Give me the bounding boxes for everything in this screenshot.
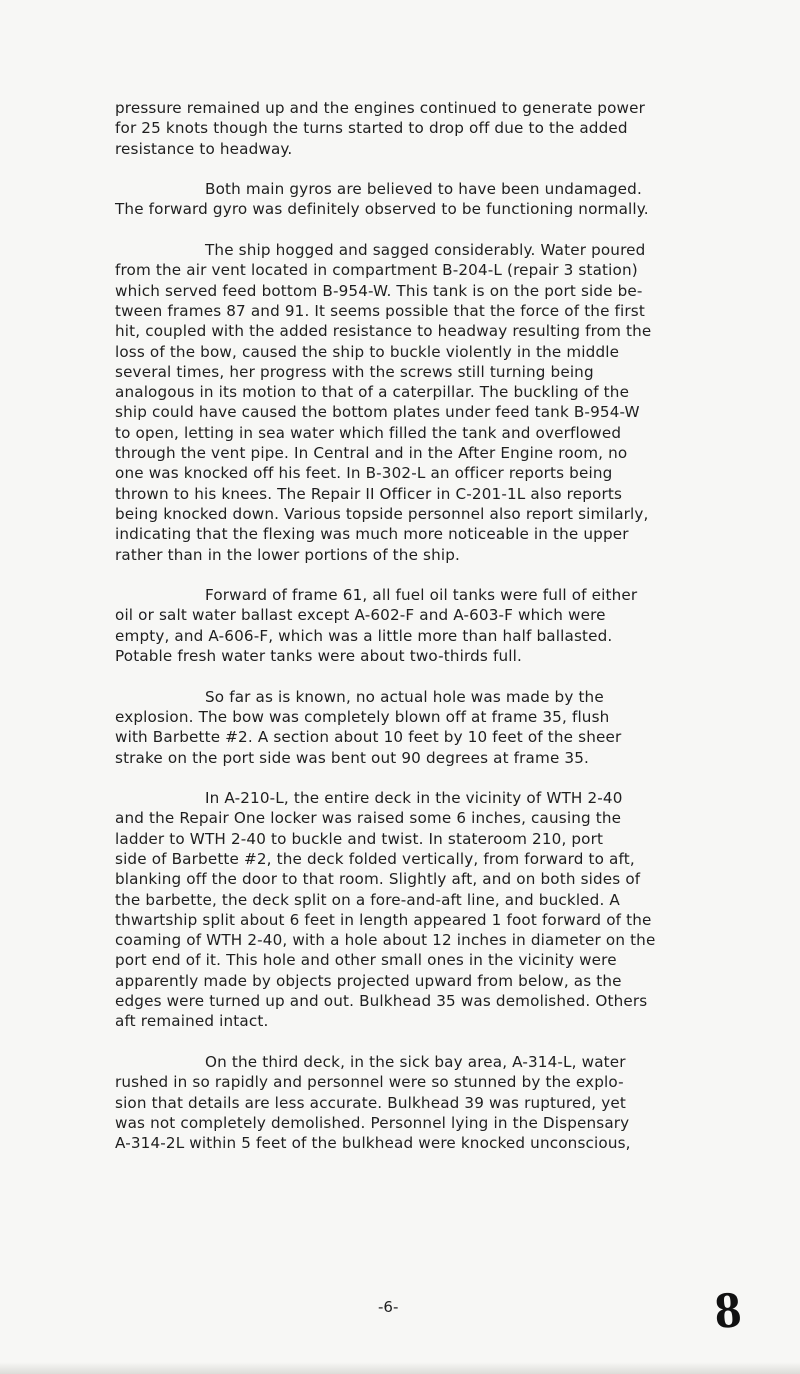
text-line: coaming of WTH 2-40, with a hole about 12 inches in diameter on the xyxy=(115,931,656,950)
text-line: explosion. The bow was completely blown off at frame 35, flush xyxy=(115,707,610,726)
text-line: ladder to WTH 2-40 to buckle and twist. In stateroom 210, port xyxy=(115,829,604,848)
text-line: rushed in so rapidly and personnel were so stunned by the explo- xyxy=(115,1073,624,1092)
text-line: So far as is known, no actual hole was made by the xyxy=(205,687,604,706)
text-line: was not completely demolished. Personnel lying in the Dispensary xyxy=(115,1113,630,1132)
text-line: oil or salt water ballast except A-602-F and A-603-F which were xyxy=(115,606,606,625)
text-line: hit, coupled with the added resistance to headway resulting from the xyxy=(115,322,652,341)
text-line: edges were turned up and out. Bulkhead 35 was demolished. Others xyxy=(115,992,648,1011)
paragraph xyxy=(115,788,745,1032)
text-line: being knocked down. Various topside personnel also report similarly, xyxy=(115,504,649,523)
text-line: port end of it. This hole and other small ones in the vicinity were xyxy=(115,951,617,970)
text-line: indicating that the flexing was much more noticeable in the upper xyxy=(115,525,629,544)
handwritten-page-number: 8 xyxy=(712,1283,744,1339)
paragraph xyxy=(115,98,745,159)
text-line: with Barbette #2. A section about 10 feet by 10 feet of the sheer xyxy=(115,728,622,747)
text-line: blanking off the door to that room. Slightly aft, and on both sides of xyxy=(115,870,641,889)
text-line: which served feed bottom B-954-W. This tank is on the port side be- xyxy=(115,281,643,300)
text-line: rather than in the lower portions of the ship. xyxy=(115,545,461,564)
text-line: On the third deck, in the sick bay area, A-314-L, water xyxy=(205,1052,626,1071)
paragraph xyxy=(115,687,745,768)
paragraph xyxy=(115,240,745,565)
text-line: The ship hogged and sagged considerably. Water poured xyxy=(205,241,646,260)
text-line: aft remained intact. xyxy=(115,1012,269,1031)
text-line: analogous in its motion to that of a caterpillar. The buckling of the xyxy=(115,383,630,402)
text-line: sion that details are less accurate. Bulkhead 39 was ruptured, yet xyxy=(115,1093,626,1112)
text-line: The forward gyro was definitely observed to be functioning normally. xyxy=(115,200,649,219)
text-line: apparently made by objects projected upward from below, as the xyxy=(115,971,622,990)
paragraph xyxy=(115,179,745,220)
text-line: several times, her progress with the screws still turning being xyxy=(115,362,594,381)
page-number: -6- xyxy=(378,1298,399,1316)
text-line: A-314-2L within 5 feet of the bulkhead were knocked unconscious, xyxy=(115,1134,631,1153)
text-line: loss of the bow, caused the ship to buckle violently in the middle xyxy=(115,342,620,361)
text-line: tween frames 87 and 91. It seems possible that the force of the first xyxy=(115,301,645,320)
text-line: side of Barbette #2, the deck folded vertically, from forward to aft, xyxy=(115,849,635,868)
text-line: strake on the port side was bent out 90 degrees at frame 35. xyxy=(115,748,590,767)
text-line: Potable fresh water tanks were about two-thirds full. xyxy=(115,647,522,666)
text-line: the barbette, the deck split on a fore-and-aft line, and buckled. A xyxy=(115,890,620,909)
page-edge-shadow xyxy=(0,1362,800,1374)
text-line: pressure remained up and the engines continued to generate power xyxy=(115,99,645,117)
text-line: Both main gyros are believed to have been undamaged. xyxy=(205,180,642,199)
text-line: thwartship split about 6 feet in length appeared 1 foot forward of the xyxy=(115,910,652,929)
body-text xyxy=(115,98,745,1174)
paragraph xyxy=(115,1052,745,1153)
text-line: thrown to his knees. The Repair II Officer in C-201-1L also reports xyxy=(115,484,623,503)
text-line: In A-210-L, the entire deck in the vicinity of WTH 2-40 xyxy=(205,789,623,808)
text-line: resistance to headway. xyxy=(115,139,293,158)
paragraph xyxy=(115,585,745,666)
text-line: and the Repair One locker was raised some 6 inches, causing the xyxy=(115,809,622,828)
text-line: one was knocked off his feet. In B-302-L an officer reports being xyxy=(115,464,613,483)
text-line: from the air vent located in compartment B-204-L (repair 3 station) xyxy=(115,261,638,280)
text-line: Forward of frame 61, all fuel oil tanks were full of either xyxy=(205,586,638,605)
text-line: ship could have caused the bottom plates under feed tank B-954-W xyxy=(115,403,640,422)
text-line: to open, letting in sea water which filled the tank and overflowed xyxy=(115,423,622,442)
text-line: for 25 knots though the turns started to drop off due to the added xyxy=(115,119,628,138)
text-line: empty, and A-606-F, which was a little more than half ballasted. xyxy=(115,626,613,645)
text-line: through the vent pipe. In Central and in the After Engine room, no xyxy=(115,444,628,463)
